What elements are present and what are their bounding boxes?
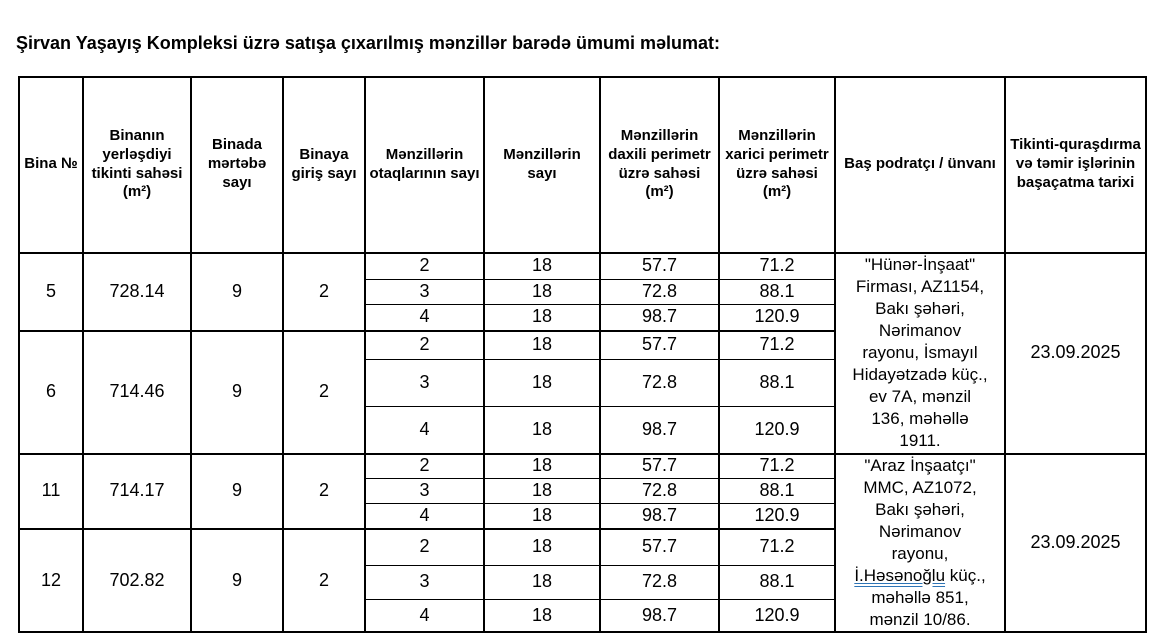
floor-count-cell: 9 — [191, 331, 283, 454]
col-header-bina-no: Bina № — [19, 77, 83, 253]
building-area-cell: 714.17 — [83, 454, 191, 529]
inner-perimeter-area-cell: 57.7 — [600, 331, 719, 360]
col-header-room-count: Mənzillərin otaqlarının sayı — [365, 77, 484, 253]
inner-perimeter-area-cell: 57.7 — [600, 529, 719, 566]
inner-perimeter-area-cell: 98.7 — [600, 407, 719, 454]
outer-perimeter-area-cell: 71.2 — [719, 331, 835, 360]
inner-perimeter-area-cell: 98.7 — [600, 504, 719, 529]
apartment-count-cell: 18 — [484, 253, 600, 280]
underlined-street-name: İ.Həsənoğlu — [854, 565, 946, 585]
inner-perimeter-area-cell: 72.8 — [600, 360, 719, 407]
entrance-count-cell: 2 — [283, 331, 365, 454]
apartment-count-cell: 18 — [484, 360, 600, 407]
inner-perimeter-area-cell: 98.7 — [600, 599, 719, 632]
inner-perimeter-area-cell: 72.8 — [600, 280, 719, 305]
floor-count-cell: 9 — [191, 529, 283, 633]
outer-perimeter-area-cell: 71.2 — [719, 529, 835, 566]
outer-perimeter-area-cell: 120.9 — [719, 504, 835, 529]
col-header-entrance-count: Binaya giriş sayı — [283, 77, 365, 253]
room-count-cell: 3 — [365, 360, 484, 407]
apartments-table — [18, 76, 1147, 634]
building-area-cell: 702.82 — [83, 529, 191, 633]
room-count-cell: 4 — [365, 504, 484, 529]
apartment-count-cell: 18 — [484, 280, 600, 305]
col-header-contractor: Baş podratçı / ünvanı — [835, 77, 1005, 253]
outer-perimeter-area-cell: 120.9 — [719, 407, 835, 454]
apartment-count-cell: 18 — [484, 599, 600, 632]
entrance-count-cell: 2 — [283, 253, 365, 331]
apartment-count-cell: 18 — [484, 504, 600, 529]
apartment-count-cell: 18 — [484, 305, 600, 331]
apartment-row — [19, 253, 1146, 280]
room-count-cell: 3 — [365, 479, 484, 504]
inner-perimeter-area-cell: 57.7 — [600, 253, 719, 280]
building-area-cell: 728.14 — [83, 253, 191, 331]
bina-no-cell: 6 — [19, 331, 83, 454]
room-count-cell: 2 — [365, 454, 484, 479]
table-header-row — [19, 77, 1146, 253]
room-count-cell: 3 — [365, 565, 484, 599]
bina-no-cell: 12 — [19, 529, 83, 633]
room-count-cell: 4 — [365, 305, 484, 331]
apartments-table-body — [19, 253, 1146, 633]
contractor-address-cell: "Araz İnşaatçı" MMC, AZ1072, Bakı şəhəri, Nərimanov rayonu, İ.Həsənoğlu küç., məhəllə 851, mənzil 10/86. — [835, 454, 1005, 633]
outer-perimeter-area-cell: 88.1 — [719, 479, 835, 504]
outer-perimeter-area-cell: 71.2 — [719, 454, 835, 479]
outer-perimeter-area-cell: 120.9 — [719, 305, 835, 331]
room-count-cell: 3 — [365, 280, 484, 305]
bina-no-cell: 5 — [19, 253, 83, 331]
entrance-count-cell: 2 — [283, 454, 365, 529]
floor-count-cell: 9 — [191, 454, 283, 529]
col-header-apartment-count: Mənzillərin sayı — [484, 77, 600, 253]
bina-no-cell: 11 — [19, 454, 83, 529]
floor-count-cell: 9 — [191, 253, 283, 331]
apartment-count-cell: 18 — [484, 454, 600, 479]
inner-perimeter-area-cell: 57.7 — [600, 454, 719, 479]
col-header-outer-perimeter-area: Mənzillərin xarici perimetr üzrə sahəsi (m²) — [719, 77, 835, 253]
outer-perimeter-area-cell: 88.1 — [719, 565, 835, 599]
apartment-count-cell: 18 — [484, 407, 600, 454]
building-area-cell: 714.46 — [83, 331, 191, 454]
page-title: Şirvan Yaşayış Kompleksi üzrə satışa çıxarılmış mənzillər barədə ümumi məlumat: — [16, 33, 720, 53]
inner-perimeter-area-cell: 72.8 — [600, 565, 719, 599]
apartment-count-cell: 18 — [484, 479, 600, 504]
col-header-completion-date: Tikinti-quraşdırma və təmir işlərinin başaçatma tarixi — [1005, 77, 1146, 253]
inner-perimeter-area-cell: 72.8 — [600, 479, 719, 504]
apartment-row — [19, 454, 1146, 479]
col-header-building-area: Binanın yerləşdiyi tikinti sahəsi (m²) — [83, 77, 191, 253]
apartment-count-cell: 18 — [484, 331, 600, 360]
apartment-count-cell: 18 — [484, 529, 600, 566]
room-count-cell: 2 — [365, 529, 484, 566]
completion-date-cell: 23.09.2025 — [1005, 454, 1146, 633]
outer-perimeter-area-cell: 71.2 — [719, 253, 835, 280]
completion-date-cell: 23.09.2025 — [1005, 253, 1146, 454]
contractor-address-cell: "Hünər-İnşaat" Firması, AZ1154, Bakı şəhəri, Nərimanov rayonu, İsmayıl Hidayətzadə küç., ev 7A, mənzil 136, məhəllə 1911. — [835, 253, 1005, 454]
room-count-cell: 2 — [365, 253, 484, 280]
entrance-count-cell: 2 — [283, 529, 365, 633]
outer-perimeter-area-cell: 88.1 — [719, 280, 835, 305]
apartment-count-cell: 18 — [484, 565, 600, 599]
col-header-floor-count: Binada mərtəbə sayı — [191, 77, 283, 253]
col-header-inner-perimeter-area: Mənzillərin daxili perimetr üzrə sahəsi (m²) — [600, 77, 719, 253]
inner-perimeter-area-cell: 98.7 — [600, 305, 719, 331]
room-count-cell: 4 — [365, 407, 484, 454]
room-count-cell: 2 — [365, 331, 484, 360]
outer-perimeter-area-cell: 88.1 — [719, 360, 835, 407]
outer-perimeter-area-cell: 120.9 — [719, 599, 835, 632]
room-count-cell: 4 — [365, 599, 484, 632]
